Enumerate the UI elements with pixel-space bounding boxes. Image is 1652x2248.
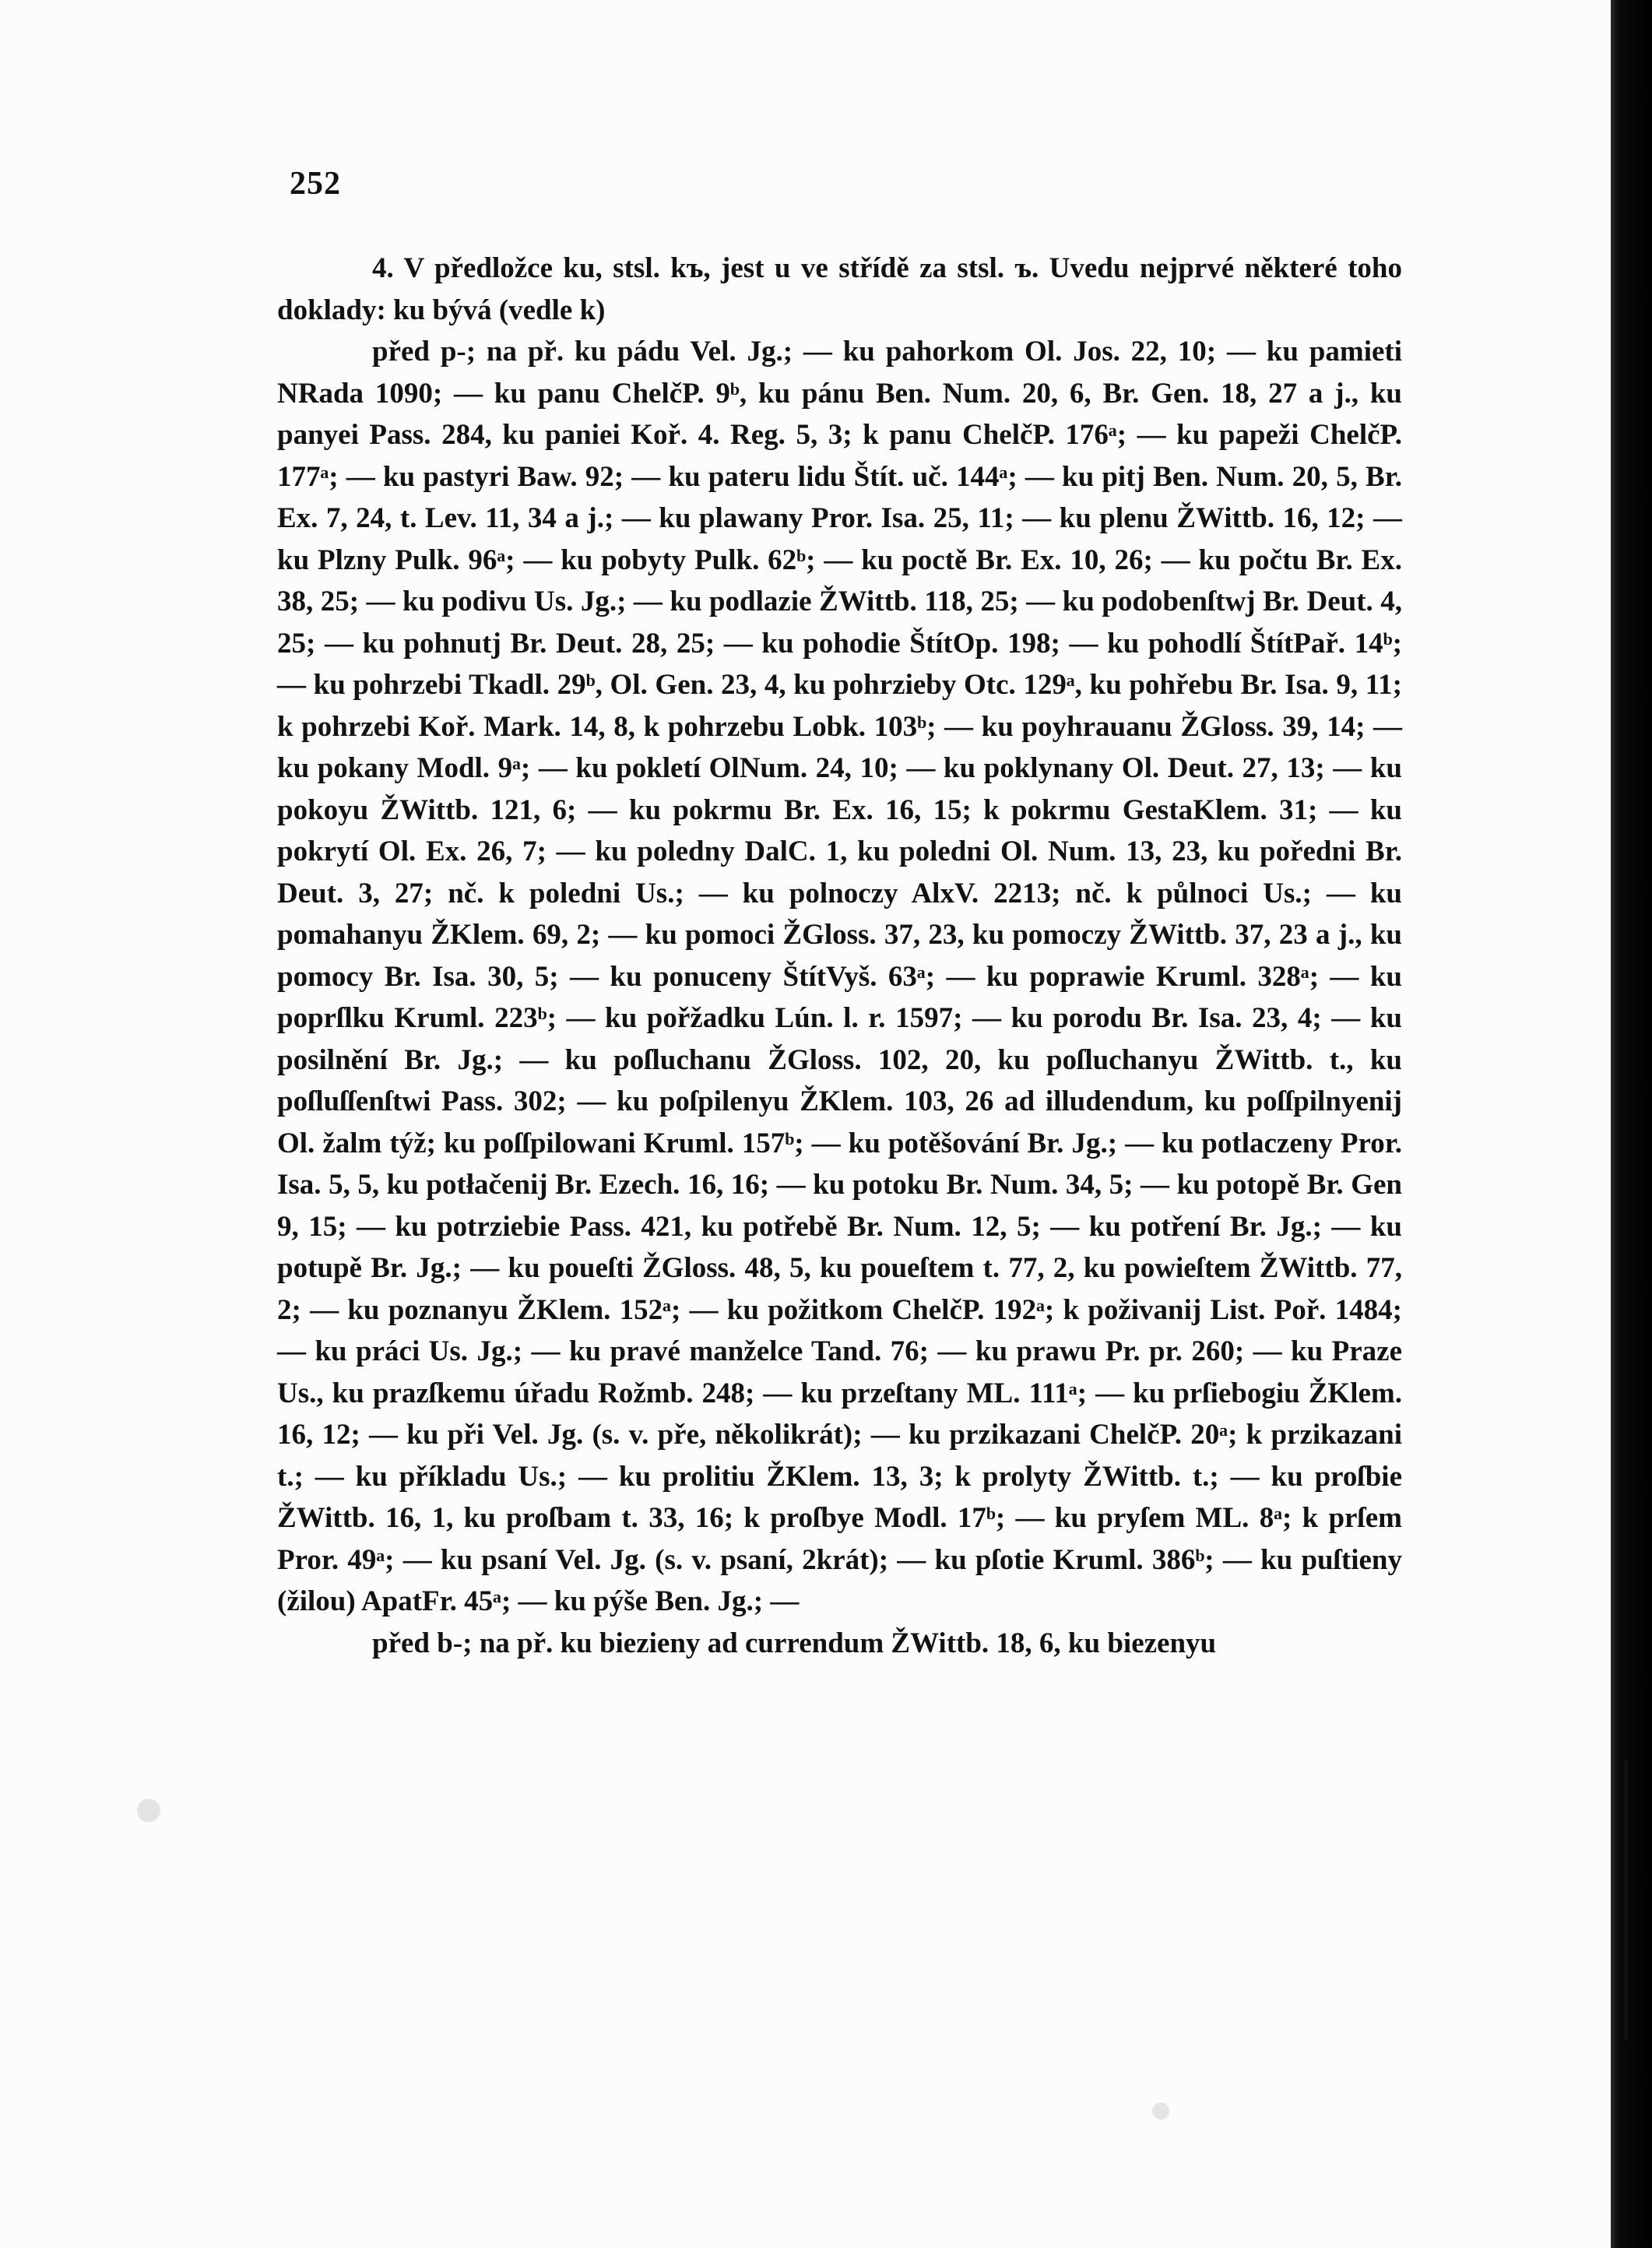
body-text (277, 248, 1402, 1664)
scan-edge-mark (1624, 1760, 1628, 2040)
page-number: 252 (290, 166, 341, 202)
paper-stain (137, 1799, 160, 1822)
paragraph-p-examples: před p-; na př. ku pádu Vel. Jg.; — ku pahorkom Ol. Jos. 22, 10; — ku pamieti NRada 1090; — ku panu ChelčP. 9ᵇ, ku pánu Ben. Num. 20, 6, Br. Gen. 18, 27 a j., ku panyei Pass. 284, ku paniei Koř. 4. Reg. 5, 3; k panu ChelčP. 176ᵃ; — ku papeži ChelčP. 177ᵃ; — ku pastyri Baw. 92; — ku pateru lidu Štít. uč. 144ᵃ; — ku pitj Ben. Num. 20, 5, Br. Ex. 7, 24, t. Lev. 11, 34 a j.; — ku plawany Pror. Isa. 25, 11; — ku plenu ŽWittb. 16, 12; — ku Plzny Pulk. 96ᵃ; — ku pobyty Pulk. 62ᵇ; — ku poctě Br. Ex. 10, 26; — ku počtu Br. Ex. 38, 25; — ku podivu Us. Jg.; — ku podlazie ŽWittb. 118, 25; — ku podobenſtwj Br. Deut. 4, 25; — ku pohnutj Br. Deut. 28, 25; — ku pohodie ŠtítOp. 198; — ku pohodlí ŠtítPař. 14ᵇ; — ku pohrzebi Tkadl. 29ᵇ, Ol. Gen. 23, 4, ku pohrzieby Otc. 129ᵃ, ku pohřebu Br. Isa. 9, 11; k pohrzebi Koř. Mark. 14, 8, k pohrzebu Lobk. 103ᵇ; — ku poyhrauanu ŽGloss. 39, 14; — ku pokany Modl. 9ᵃ; — ku pokletí OlNum. 24, 10; — ku poklynany Ol. Deut. 27, 13; — ku pokoyu ŽWittb. 121, 6; — ku pokrmu Br. Ex. 16, 15; k pokrmu GestaKlem. 31; — ku pokrytí Ol. Ex. 26, 7; — ku poledny DalC. 1, ku poledni Ol. Num. 13, 23, ku poředni Br. Deut. 3, 27; nč. k poledni Us.; — ku polnoczy AlxV. 2213; nč. k půlnoci Us.; — ku pomahanyu ŽKlem. 69, 2; — ku pomoci ŽGloss. 37, 23, ku pomoczy ŽWittb. 37, 23 a j., ku pomocy Br. Isa. 30, 5; — ku ponuceny ŠtítVyš. 63ᵃ; — ku poprawie Kruml. 328ᵃ; — ku poprſlku Kruml. 223ᵇ; — ku pořžadku Lún. l. r. 1597; — ku porodu Br. Isa. 23, 4; — ku posilnění Br. Jg.; — ku poſluchanu ŽGloss. 102, 20, ku poſluchanyu ŽWittb. t., ku poſluſſenſtwi Pass. 302; — ku poſpilenyu ŽKlem. 103, 26 ad illudendum, ku poſſpilnyenij Ol. žalm týž; ku poſſpilowani Kruml. 157ᵇ; — ku potěšování Br. Jg.; — ku potlaczeny Pror. Isa. 5, 5, ku potłačenij Br. Ezech. 16, 16; — ku potoku Br. Num. 34, 5; — ku potopě Br. Gen 9, 15; — ku potrziebie Pass. 421, ku potřebě Br. Num. 12, 5; — ku potření Br. Jg.; — ku potupě Br. Jg.; — ku poueſti ŽGloss. 48, 5, ku poueſtem t. 77, 2, ku powieſtem ŽWittb. 77, 2; — ku poznanyu ŽKlem. 152ᵃ; — ku požitkom ChelčP. 192ᵃ; k poživanij List. Poř. 1484; — ku práci Us. Jg.; — ku pravé manželce Tand. 76; — ku prawu Pr. pr. 260; — ku Praze Us., ku prazſkemu úřadu Rožmb. 248; — ku przeſtany ML. 111ᵃ; — ku prſiebogiu ŽKlem. 16, 12; — ku při Vel. Jg. (s. v. pře, několikrát); — ku przikazani ChelčP. 20ᵃ; k przikazani t.; — ku příkladu Us.; — ku prolitiu ŽKlem. 13, 3; k prolyty ŽWittb. t.; — ku proſbie ŽWittb. 16, 1, ku proſbam t. 33, 16; k proſbye Modl. 17ᵇ; — ku pryſem ML. 8ᵃ; k prſem Pror. 49ᵃ; — ku psaní Vel. Jg. (s. v. psaní, 2krát); — ku pſotie Kruml. 386ᵇ; — ku puſtieny (žilou) ApatFr. 45ᵃ; — ku pýše Ben. Jg.; — (277, 336, 1402, 1617)
paragraph-b-examples: před b-; na př. ku biezieny ad currendum ŽWittb. 18, 6, ku biezenyu (372, 1627, 1217, 1659)
scan-dark-edge (1611, 0, 1652, 2248)
paragraph-intro: 4. V předložce ku, stsl. kъ, jest u ve střídě za stsl. ъ. Uvedu nejprvé některé toho doklady: ku bývá (vedle k) (277, 252, 1402, 326)
paper-stain (1152, 2102, 1169, 2120)
